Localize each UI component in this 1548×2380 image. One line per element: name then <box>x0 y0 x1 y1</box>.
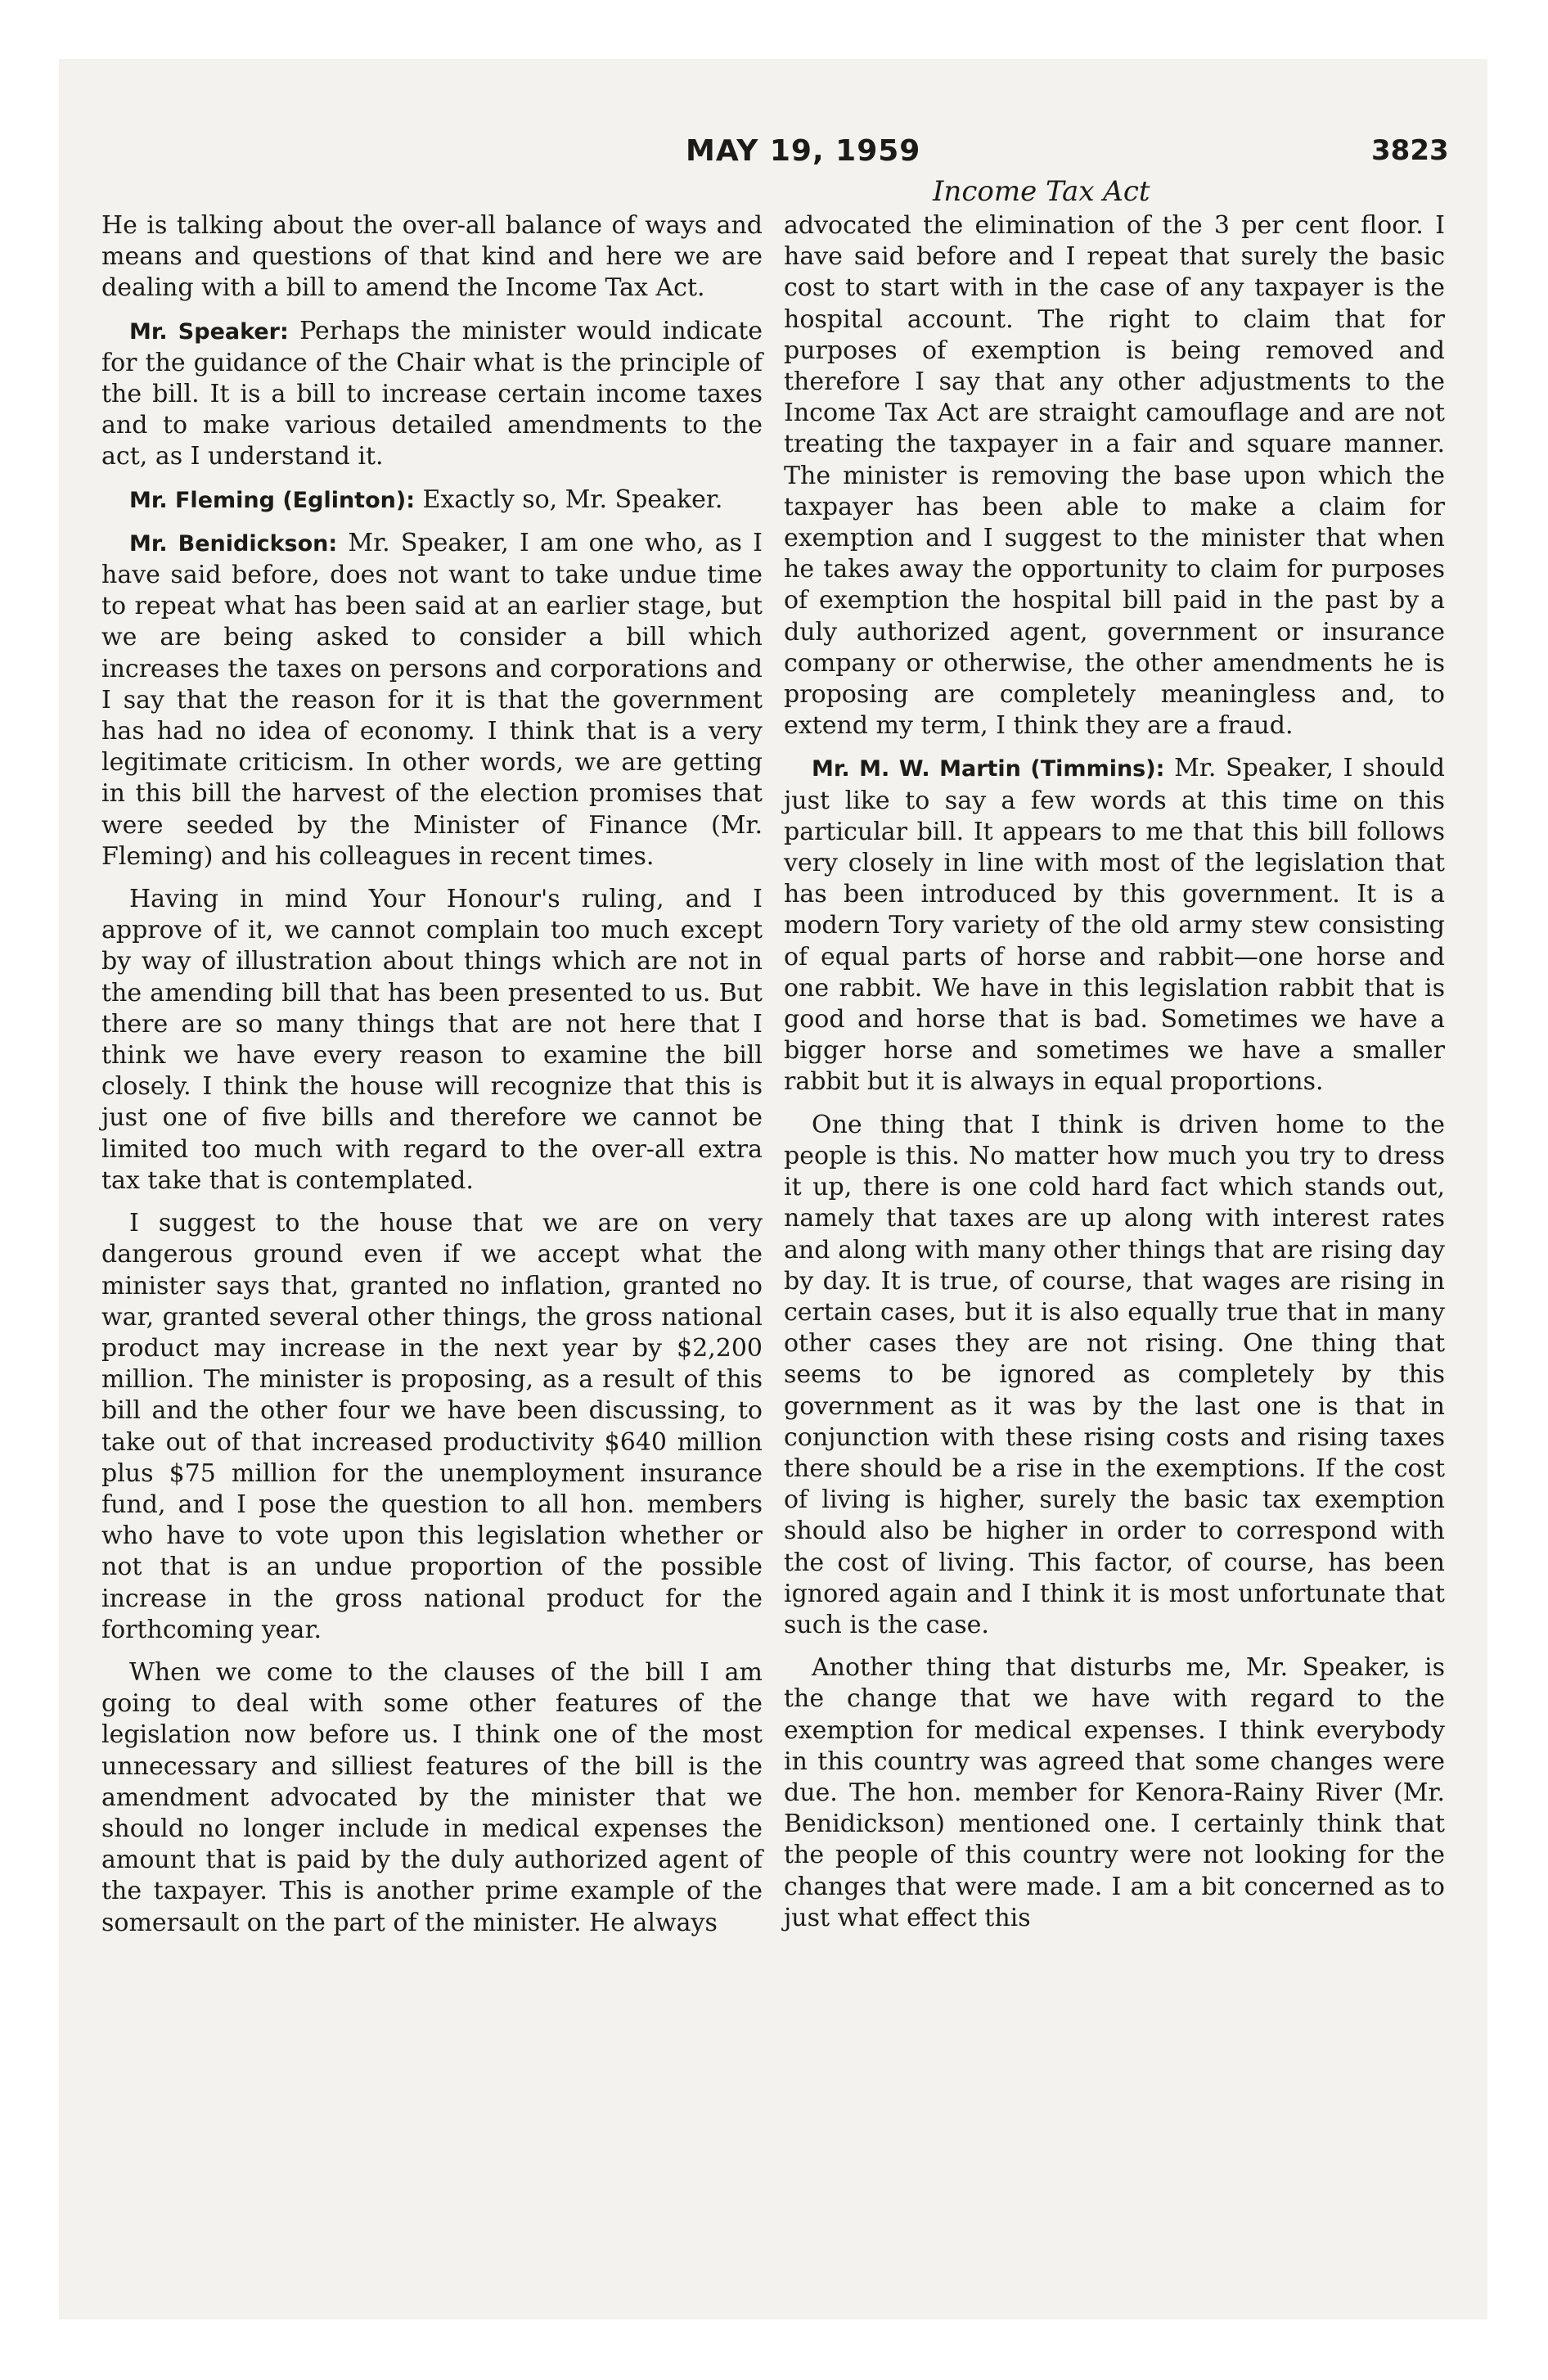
right-column <box>784 210 1445 1934</box>
paragraph: When we come to the clauses of the bill I am going to deal with some other features of the legislation now before us. I think one of the most unnecessary and silliest features of the bill is the amendment advocated by the minister that we should no longer include in medical expenses the amount that is paid by the duly authorized agent of the taxpayer. This is another prime example of the somersault on the part of the minister. He always <box>101 1657 763 1937</box>
paragraph: Mr. Speaker: Perhaps the minister would indicate for the guidance of the Chair what is the principle of the bill. It is a bill to increase certain income taxes and to make various detailed amendments to the act, as I understand it. <box>101 316 763 471</box>
paragraph: I suggest to the house that we are on very dangerous ground even if we accept what the minister says that, granted no inflation, granted no war, granted several other things, the gross national product may increase in the next year by $2,200 million. The minister is proposing, as a result of this bill and the other four we have been discussing, to take out of that increased productivity $640 million plus $75 million for the unemployment insurance fund, and I pose the question to all hon. members who have to vote upon this legislation whether or not that is an undue proportion of the possible increase in the gross national product for the forthcoming year. <box>101 1209 763 1644</box>
header-date: MAY 19, 1959 <box>686 134 921 168</box>
paragraph: Mr. Fleming (Eglinton): Exactly so, Mr. Speaker. <box>129 485 723 514</box>
paragraph: Mr. Benidickson: Mr. Speaker, I am one who, as I have said before, does not want to take undue time to repeat what has been said at an earlier stage, but we are being asked to consider a bill which increases the taxes on persons and corporations and I say that the reason for it is that the government has had no idea of economy. I think that is a very legitimate criticism. In other words, we are getting in this bill the harvest of the election promises that were seeded by the Minister of Finance (Mr. Fleming) and his colleagues in recent times. <box>101 528 763 871</box>
speaker-name: Mr. Speaker: <box>129 318 289 345</box>
paragraph: Having in mind Your Honour's ruling, and I approve of it, we cannot complain too much except by way of illustration about things which are not in the amending bill that has been presented to us. But there are so many things that are not here that I think we have every reason to examine the bill closely. I think the house will recognize that this is just one of five bills and therefore we cannot be limited too much with regard to the over-all extra tax take that is contemplated. <box>101 885 763 1195</box>
paragraph: Mr. M. W. Martin (Timmins): Mr. Speaker, I should just like to say a few words at this time on this particular bill. It appears to me that this bill follows very closely in line with most of the legislation that has been introduced by this government. It is a modern Tory variety of the old army stew consisting of equal parts of horse and rabbit—one horse and one rabbit. We have in this legislation rabbit that is good and horse that is bad. Sometimes we have a bigger horse and sometimes we have a smaller rabbit but it is always in equal proportions. <box>784 754 1445 1097</box>
page-number: 3823 <box>1371 134 1449 167</box>
speaker-name: Mr. Benidickson: <box>129 530 338 557</box>
paragraph: One thing that I think is driven home to the people is this. No matter how much you try to dress it up, there is one cold hard fact which stands out, namely that taxes are up along with interest rates and along with many other things that are rising day by day. It is true, of course, that wages are rising in certain cases, but it is also equally true that in many other cases they are not rising. One thing that seems to be ignored as completely by this government as it was by the last one is that in conjunction with these rising costs and rising taxes there should be a rise in the exemptions. If the cost of living is higher, surely the basic tax exemption should also be higher in order to correspond with the cost of living. This factor, of course, has been ignored again and I think it is most unfortunate that such is the case. <box>784 1110 1445 1639</box>
paragraph: He is talking about the over-all balance of ways and means and questions of that kind and here we are dealing with a bill to amend the Income Tax Act. <box>101 211 763 303</box>
running-head-subject: Income Tax Act <box>933 175 1150 208</box>
paragraph: advocated the elimination of the 3 per cent floor. I have said before and I repeat that surely the basic cost to start with in the case of any taxpayer is the hospital account. The right to claim that for purposes of exemption is being removed and therefore I say that any other adjustments to the Income Tax Act are straight camouflage and are not treating the taxpayer in a fair and square manner. The minister is removing the base upon which the taxpayer has been able to make a claim for exemption and I suggest to the minister that when he takes away the opportunity to claim for purposes of exemption the hospital bill paid in the past by a duly authorized agent, government or insurance company or otherwise, the other amendments he is proposing are completely meaningless and, to extend my term, I think they are a fraud. <box>784 211 1445 741</box>
paragraph: Another thing that disturbs me, Mr. Speaker, is the change that we have with regard to the exemption for medical expenses. I think everybody in this country was agreed that some changes were due. The hon. member for Kenora-Rainy River (Mr. Benidickson) mentioned one. I certainly think that the people of this country were not looking for the changes that were made. I am a bit concerned as to just what effect this <box>784 1653 1445 1932</box>
left-column <box>101 210 763 1939</box>
speaker-name: Mr. Fleming (Eglinton): <box>129 487 415 513</box>
speaker-name: Mr. M. W. Martin (Timmins): <box>812 756 1165 782</box>
